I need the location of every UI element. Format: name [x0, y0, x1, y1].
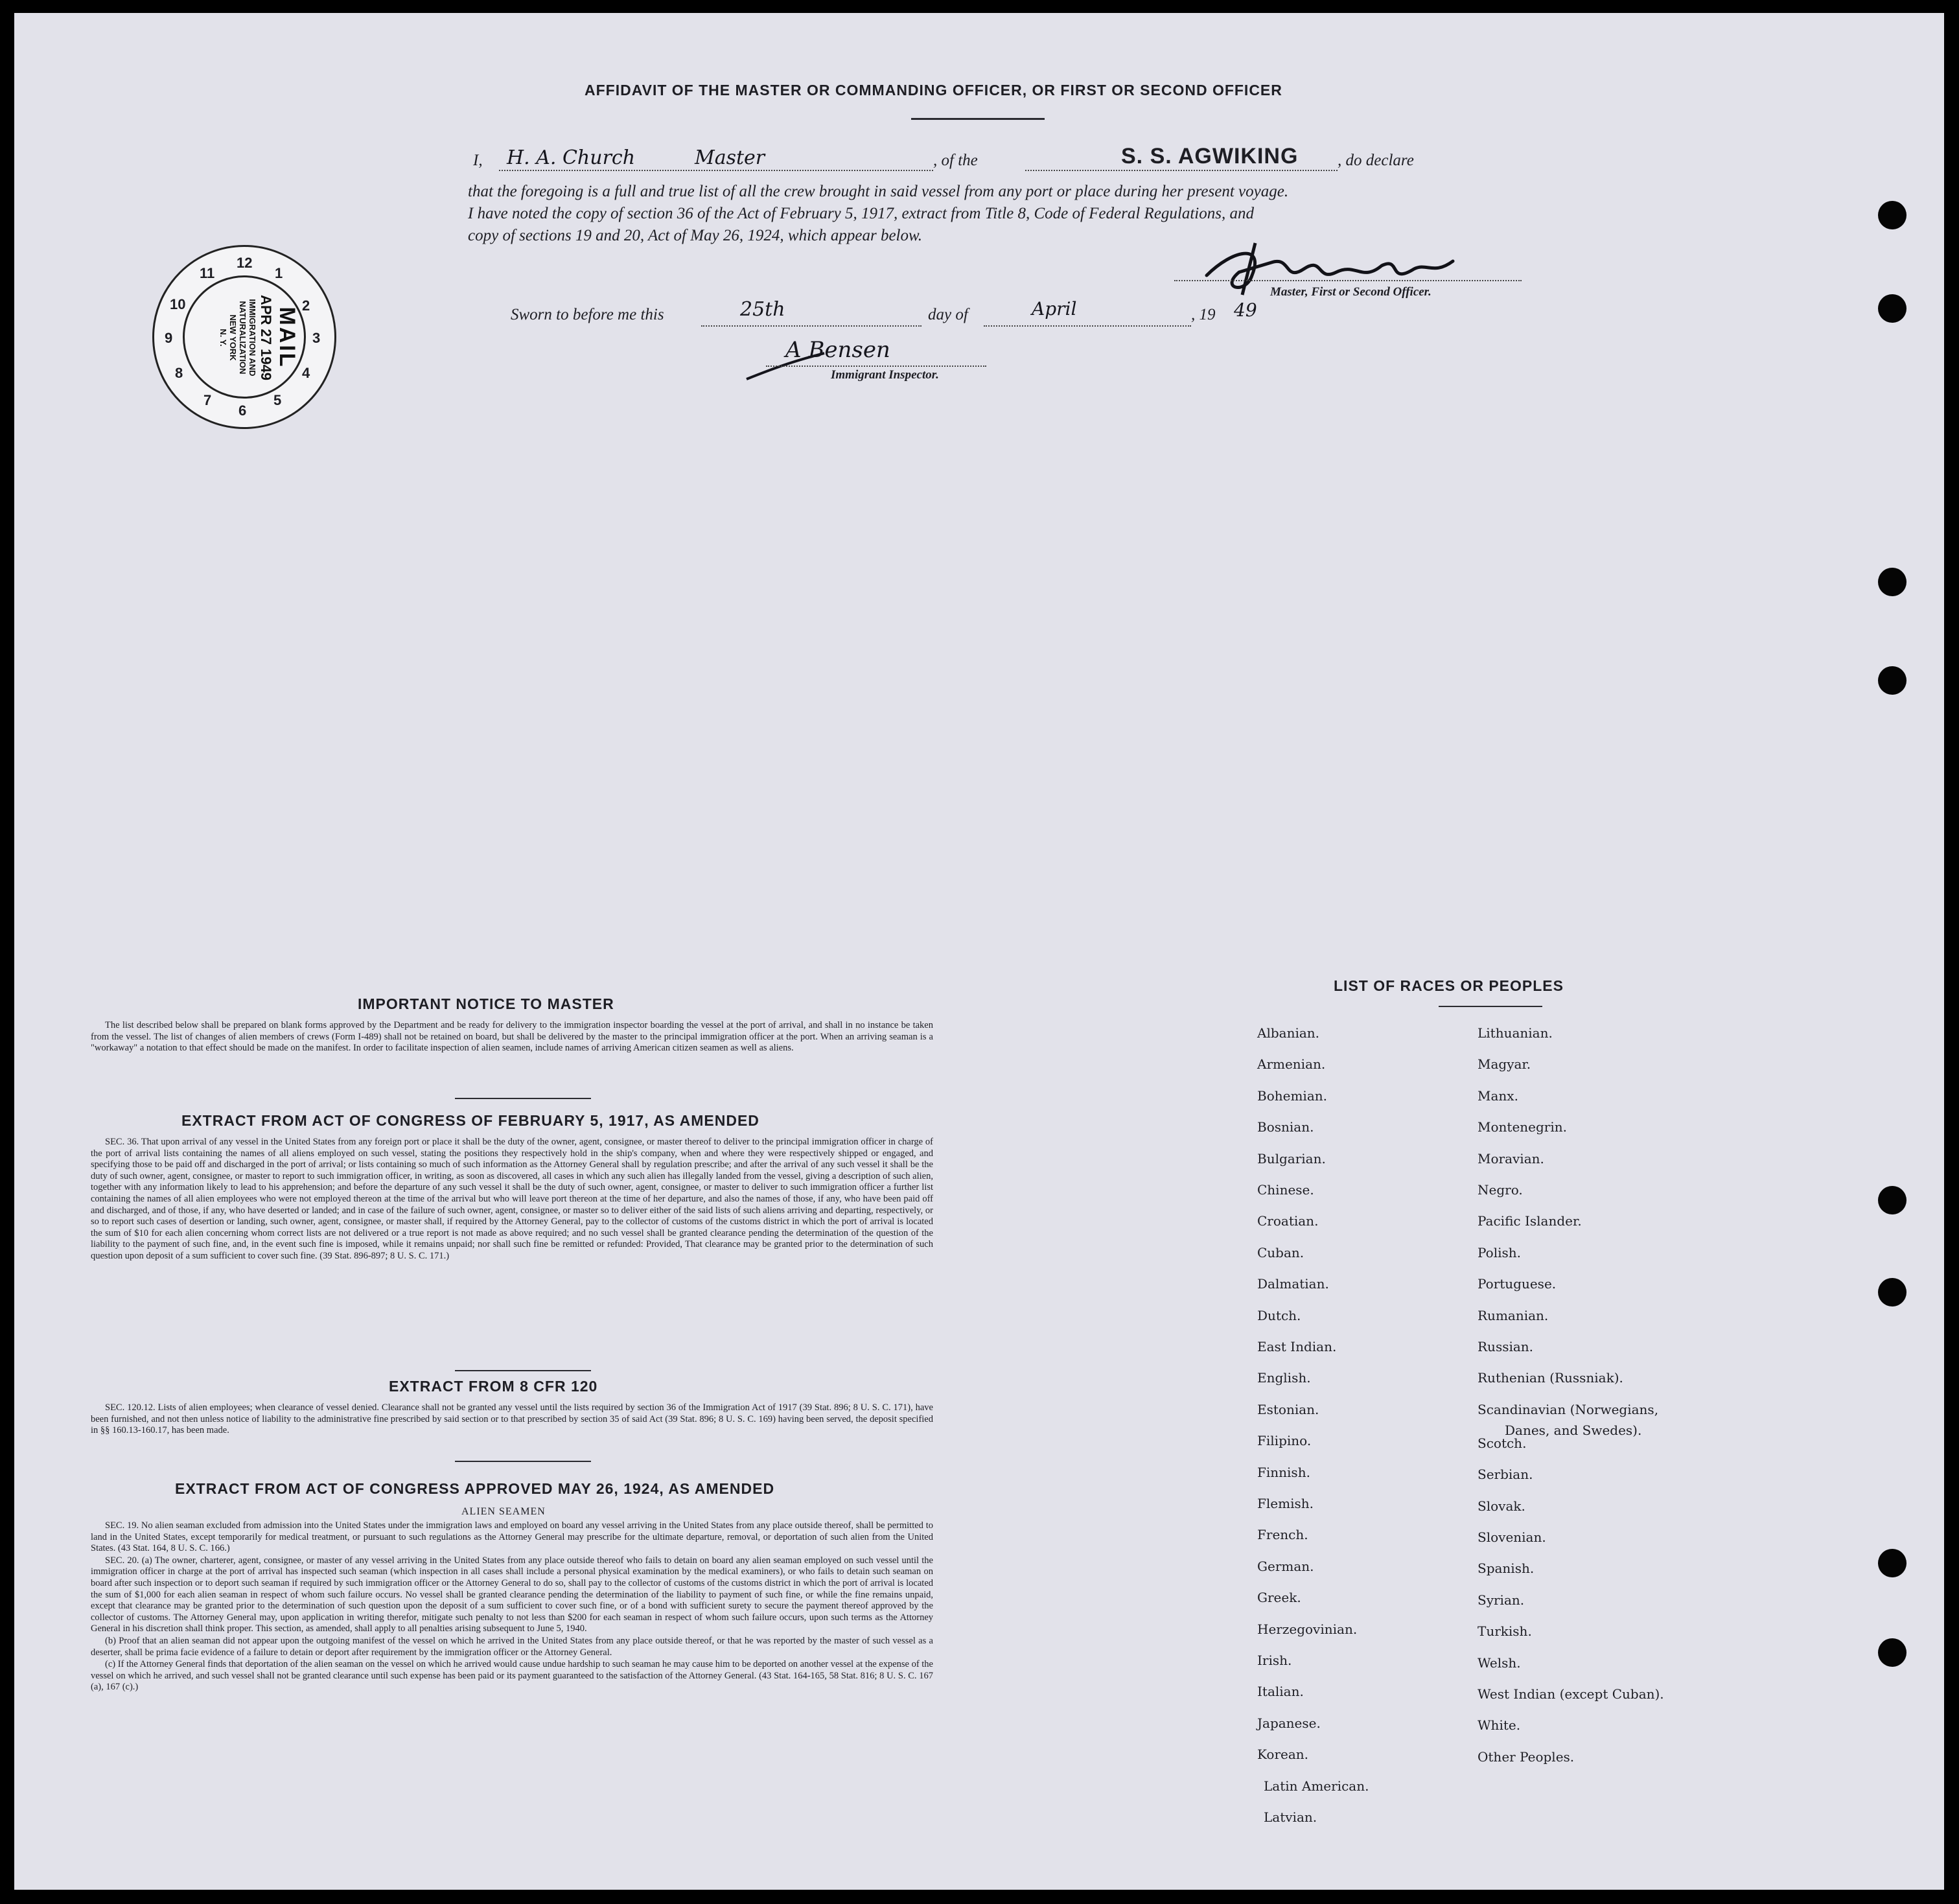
race-list-item: Irish. [1257, 1653, 1292, 1668]
notice-rule [455, 1098, 591, 1099]
race-list-item: Dutch. [1257, 1307, 1301, 1323]
punch-hole [1878, 666, 1907, 695]
extract-1917-body [91, 1137, 933, 1263]
inspector-line [766, 366, 986, 367]
race-list-item: Slovak. [1478, 1498, 1525, 1514]
race-list-item: Italian. [1257, 1684, 1304, 1700]
race-list-item: Rumanian. [1478, 1307, 1549, 1323]
race-list-item: Chinese. [1257, 1182, 1314, 1198]
stamp-hour-12: 12 [237, 255, 253, 271]
signature-caption: Master, First or Second Officer. [1270, 285, 1432, 299]
race-list-item: Negro. [1478, 1182, 1523, 1198]
race-list-item: Lithuanian. [1478, 1025, 1553, 1041]
stamp-hour-4: 4 [302, 365, 310, 381]
day-underline [701, 325, 922, 327]
race-list-item: Japanese. [1257, 1715, 1321, 1731]
stamp-hour-7: 7 [203, 392, 212, 408]
extract-1917-title: EXTRACT FROM ACT OF CONGRESS OF FEBRUARY 5, 1917, AS AMENDED [181, 1112, 759, 1129]
race-list-item: Serbian. [1478, 1467, 1533, 1483]
vessel-name: S. S. AGWIKING [1121, 144, 1299, 168]
race-list-item: Moravian. [1478, 1150, 1544, 1167]
affidavit-line-4: copy of sections 19 and 20, Act of May 26, 1924, which appear below. [468, 227, 923, 244]
race-list-item: Russian. [1478, 1339, 1534, 1354]
punch-hole [1878, 1278, 1907, 1306]
race-list-item: Magyar. [1478, 1056, 1531, 1073]
alien-seamen-subtitle: ALIEN SEAMEN [461, 1506, 546, 1517]
stamp-date: APR 27 1949 [258, 294, 274, 381]
punch-hole [1878, 294, 1907, 323]
inspector-signature: A Bensen [785, 337, 890, 363]
year-prefix: , 19 [1191, 306, 1216, 323]
races-title: LIST OF RACES OR PEOPLES [1334, 977, 1564, 994]
race-list-item: Welsh. [1478, 1654, 1521, 1671]
race-list-item: Scotch. [1478, 1435, 1527, 1451]
stamp-hour-3: 3 [312, 330, 321, 346]
race-list-item: Latin American. [1264, 1778, 1369, 1794]
stamp-hour-9: 9 [165, 330, 173, 346]
notice-body [91, 1020, 933, 1055]
stamp-hour-2: 2 [302, 297, 310, 314]
race-list-item: Portuguese. [1478, 1276, 1557, 1292]
race-list-item: Other Peoples. [1478, 1748, 1575, 1765]
notice-title: IMPORTANT NOTICE TO MASTER [358, 995, 614, 1012]
race-list-item: Greek. [1257, 1590, 1301, 1606]
extract-1924-title: EXTRACT FROM ACT OF CONGRESS APPROVED MAY 26, 1924, AS AMENDED [175, 1480, 775, 1497]
race-list-item: Polish. [1478, 1244, 1521, 1260]
extract-1917-rule [455, 1370, 591, 1371]
race-list-item: Pacific Islander. [1478, 1213, 1582, 1229]
stamp-hour-6: 6 [238, 402, 247, 419]
month-underline [984, 325, 1191, 327]
race-list-item: Finnish. [1257, 1464, 1310, 1480]
sworn-month: April [1032, 298, 1077, 319]
document-sheet [14, 13, 1944, 1890]
sworn-day: 25th [740, 298, 785, 321]
extract-cfr-title: EXTRACT FROM 8 CFR 120 [389, 1378, 598, 1395]
affidavit-line-3: I have noted the copy of section 36 of the Act of February 5, 1917, extract from Title 8, Code of Federal Regulations, and [468, 205, 1254, 222]
race-list-item: Danes, and Swedes). [1505, 1422, 1642, 1438]
vessel-underline [1025, 170, 1338, 171]
immigration-date-stamp [152, 245, 336, 429]
punch-hole [1878, 1186, 1907, 1214]
race-list-item: Scandinavian (Norwegians, [1478, 1401, 1659, 1417]
race-list-item: East Indian. [1257, 1339, 1337, 1354]
race-list-item: Cuban. [1257, 1244, 1304, 1260]
affidavit-line-2: that the foregoing is a full and true list of all the crew brought in said vessel from any port or place during her present voyage. [468, 183, 1289, 200]
race-list-item: Syrian. [1478, 1592, 1525, 1608]
do-declare-text: , do declare [1338, 152, 1414, 169]
race-list-item: Slovenian. [1478, 1529, 1546, 1545]
day-of-text: day of [928, 306, 968, 323]
extract-cfr-body [91, 1402, 933, 1437]
race-list-item: White. [1478, 1717, 1521, 1734]
race-list-item: Herzegovinian. [1257, 1621, 1358, 1637]
race-list-item: Albanian. [1257, 1025, 1320, 1041]
inspector-caption: Immigrant Inspector. [831, 368, 939, 382]
stamp-hour-10: 10 [170, 296, 186, 312]
race-list-item: Filipino. [1257, 1433, 1312, 1449]
stamp-office-2: NATURALIZATION [238, 301, 248, 375]
section-19-paragraph: SEC. 19. No alien seaman excluded from admission into the United States under the immigration laws and employed on board any vessel arriving in the United States from any place outside thereof, shall be permitted to land in the United States, except temporarily for medical treatment, or pursuant to such regulations as the Attorney General may prescribe for the ultimate departure, removal, or deportation of such alien from the United States. (43 Stat. 164, 8 U. S. C. 166.) [91, 1520, 933, 1554]
race-list-item: Turkish. [1478, 1623, 1532, 1640]
master-name: H. A. Church [507, 146, 636, 169]
race-list-item: Croatian. [1257, 1213, 1319, 1229]
stamp-state: N. Y. [218, 329, 228, 347]
race-list-item: Bosnian. [1257, 1119, 1314, 1135]
extract-1924-body [91, 1520, 933, 1694]
affidavit-title: AFFIDAVIT OF THE MASTER OR COMMANDING OFFICER, OR FIRST OR SECOND OFFICER [585, 82, 1282, 99]
race-list-item: Bohemian. [1257, 1087, 1327, 1104]
signature-line [1174, 280, 1522, 281]
name-underline [499, 170, 933, 171]
stamp-text [191, 278, 299, 397]
stamp-city: NEW YORK [228, 314, 238, 361]
master-rank: Master [695, 146, 765, 169]
section-36-paragraph: SEC. 36. That upon arrival of any vessel in the United States from any foreign port or place it shall be the duty of the owner, agent, consignee, or master thereof to deliver to the principal immigration officer in charge of the port of arrival lists containing the names of all aliens employed on such vessel, stating the positions they respectively hold in the ship's company, when and where they were respectively shipped or engaged, and specifying those to be paid off and discharged in the port of arrival; or lists containing so much of such information as the Attorney General shall by regulation prescribe; and after the arrival of any such vessel it shall be the duty of such owner, agent, consignee, or master to report to such immigration officer, in writing, as soon as discovered, all cases in which any such alien has illegally landed from the vessel, giving a description of such alien, together with any information likely to lead to his apprehension; and before the departure of any such vessel it shall be the duty of such owner, agent, consignee, or master to deliver to such immigration officer a further list containing the names of all alien employees who were not employed thereon at the time of the arrival but who will leave port thereon at the time of her departure, and also the names of those, if any, who have been paid off and discharged, and of those, if any, who have deserted or landed; and in case of the failure of such owner, agent, consignee, or master so to deliver either of the said lists of such aliens arriving and departing, respectively, or so to report such cases of desertion or landing, such owner, agent, consignee, or master shall, if required by the Attorney General, pay to the collector of customs of the customs district in which the port of arrival is located the sum of $10 for each alien concerning whom correct lists are not delivered or a true report is not made as above required; and no such vessel shall be granted clearance pending the determination of the question of the liability to the payment of such fine, and, in the event such fine is imposed, while it remains unpaid; nor shall such fine be remitted or refunded: Provided, That clearance may be granted prior to the determination of such question upon deposit of a sum sufficient to cover such fine. (39 Stat. 896-897; 8 U. S. C. 171.) [91, 1137, 933, 1261]
races-rule [1439, 1006, 1542, 1007]
extract-cfr-rule [455, 1461, 591, 1462]
punch-hole [1878, 1549, 1907, 1577]
line1-prefix: I, [473, 152, 483, 169]
section-20c-paragraph: (c) If the Attorney General finds that deportation of the alien seaman on the vessel on which he arrived would cause undue hardship to such seaman he may cause him to be deported on another vessel at the expense of the vessel on which he arrived, and such vessel shall not be granted clearance until such expense has been paid or its payment guaranteed to the satisfaction of the Attorney General. (43 Stat. 164-165, 58 Stat. 816; 8 U. S. C. 167 (a), 167 (c).) [91, 1659, 933, 1693]
stamp-mail: MAIL [275, 307, 299, 369]
punch-hole [1878, 201, 1907, 229]
title-rule [911, 118, 1045, 120]
race-list-item: Dalmatian. [1257, 1276, 1329, 1292]
race-list-item: Manx. [1478, 1087, 1518, 1104]
race-list-item: English. [1257, 1370, 1311, 1386]
race-list-item: Korean. [1257, 1747, 1309, 1763]
race-list-item: Estonian. [1257, 1401, 1319, 1417]
of-the-text: , of the [933, 152, 978, 169]
section-20a-paragraph: SEC. 20. (a) The owner, charterer, agent, consignee, or master of any vessel arriving in the United States from any place outside thereof who fails to detain on board any alien seaman employed on such vessel until the immigration officer in charge at the port of arrival has inspected such seaman (which inspection in all cases shall include a personal physical examination by the medical examiners), or who fails to detain such seaman on board after such inspection or to deport such seaman if required by such immigration officer or the Attorney General to do so, shall pay to the collector of customs of the customs district in which the port of arrival is located the sum of $1,000 for each alien seaman in respect of whom such failure occurs. No vessel shall be granted clearance pending the determination of the liability to payment of such fine, or while the fine remains unpaid, except that clearance may be granted prior to the determination of such question upon the deposit of a sum sufficient to cover such fine, or of a bond with sufficient surety to secure the payment thereof approved by the collector of customs. The Attorney General may, upon application in writing therefor, mitigate such penalty to not less than $200 for each seaman in respect of whom such failure occurs, upon such terms as the Attorney General in his discretion shall think proper. This section, as amended, shall apply to all penalties arising subsequent to June 5, 1940. [91, 1555, 933, 1634]
race-list-item: Flemish. [1257, 1496, 1314, 1511]
race-list-item: Latvian. [1264, 1809, 1317, 1825]
sworn-year: 49 [1234, 299, 1257, 321]
race-list-item: French. [1257, 1527, 1308, 1543]
sworn-prefix: Sworn to before me this [511, 306, 664, 323]
section-120-12-paragraph: SEC. 120.12. Lists of alien employees; when clearance of vessel denied. Clearance shall not be granted any vessel until the lists required by section 36 of the Immigration Act of 1917 (39 Stat. 896; 8 U. S. C. 171), have been furnished, and not then unless notice of liability to the administrative fine prescribed by said section or to that prescribed by section 35 of said Act (39 Stat. 896; 8 U. S. C. 169) having been served, the deposit specified in §§ 160.13-160.17, has been made. [91, 1402, 933, 1436]
stamp-hour-8: 8 [175, 365, 183, 381]
stamp-hour-11: 11 [200, 265, 215, 281]
race-list-item: Montenegrin. [1478, 1119, 1567, 1135]
race-list-item: West Indian (except Cuban). [1478, 1686, 1664, 1702]
stamp-office-1: IMMIGRATION AND [248, 299, 257, 377]
stamp-hour-5: 5 [273, 392, 282, 408]
race-list-item: Spanish. [1478, 1561, 1535, 1577]
punch-hole [1878, 1638, 1907, 1667]
section-20b-paragraph: (b) Proof that an alien seaman did not appear upon the outgoing manifest of the vessel on which he arrived in the United States from any place outside thereof, or that he was reported by the master of such vessel as a deserter, shall be prima facie evidence of a failure to detain or deport after requirement by the immigration officer or the Attorney General. [91, 1635, 933, 1658]
affidavit-line-1 [461, 146, 1531, 172]
race-list-item: Ruthenian (Russniak). [1478, 1370, 1623, 1386]
punch-hole [1878, 568, 1907, 596]
race-list-item: Armenian. [1257, 1056, 1326, 1073]
notice-paragraph: The list described below shall be prepared on blank forms approved by the Department and be ready for delivery to the immigration inspector boarding the vessel at the port of arrival, and shall in no instance be taken from the vessel. The list of changes of alien members of crews (Form I-489) shall not be retained on board, but shall be delivered by the master to the principal immigration officer at the port. When an arriving seaman is a "workaway" a notation to that effect should be made on the manifest. In order to facilitate inspection of alien seamen, include names of arriving American citizen seamen as well as aliens. [91, 1020, 933, 1054]
race-list-item: Bulgarian. [1257, 1150, 1326, 1167]
race-list-item: German. [1257, 1558, 1314, 1574]
sworn-line [494, 298, 1310, 331]
stamp-hour-1: 1 [275, 265, 283, 281]
